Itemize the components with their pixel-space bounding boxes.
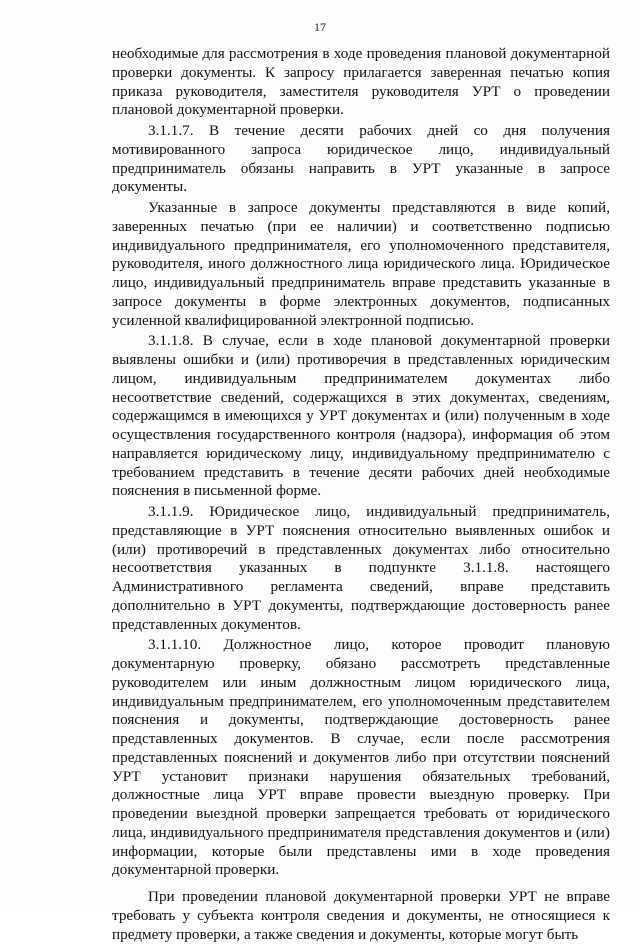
document-body xyxy=(112,45,610,946)
paragraph-3-1-1-10: 3.1.1.10. Должностное лицо, которое проводит плановую документарную проверку, обязано рассмотреть представленные руководителем или иным должностным лицом юридического лица, индивидуальным предпринимателем, его уполномоченным представителем пояснения и документы, подтверждающие достоверность ранее представленных документов. В случае, если после рассмотрения представленных пояснений и документов либо при отсутствии пояснений УРТ установит признаки нарушения обязательных требований, должностные лица УРТ вправе провести выездную проверку. При проведении выездной проверки запрещается требовать от юридического лица, индивидуального предпринимателя представления документов и (или) информации, которые были представлены ими в ходе проведения документарной проверки. xyxy=(112,636,610,879)
paragraph-3-1-1-8: 3.1.1.8. В случае, если в ходе плановой документарной проверки выявлены ошибки и (или) противоречия в представленных юридическим лицом, индивидуальным предпринимателем документах либо несоответствие сведений, содержащихся в этих документах, сведениям, содержащимся в имеющихся у УРТ документах и (или) полученным в ходе осуществления государственного контроля (надзора), информация об этом направляется юридическому лицу, индивидуальному предпринимателю с требованием представить в течение десяти рабочих дней необходимые пояснения в письменной форме. xyxy=(112,332,610,500)
paragraph-continuation: необходимые для рассмотрения в ходе проведения плановой документарной проверки документы. К запросу прилагается заверенная печатью копия приказа руководителя, заместителя руководителя УРТ о проведении плановой документарной проверки. xyxy=(112,45,610,119)
page-number: 17 xyxy=(314,20,326,34)
paragraph-3-1-1-9: 3.1.1.9. Юридическое лицо, индивидуальный предприниматель, представляющие в УРТ пояснения относительно выявленных ошибок и (или) противоречий в представленных документах либо относительно несоответствия указанных в подпункте 3.1.1.8. настоящего Административного регламента сведений, вправе представить дополнительно в УРТ документы, подтверждающие достоверность ранее представленных документов. xyxy=(112,503,610,633)
paragraph-prohibition: При проведении плановой документарной проверки УРТ не вправе требовать у субъекта контроля сведения и документы, не относящиеся к предмету проверки, а также сведения и документы, которые могут быть xyxy=(112,888,610,943)
paragraph-documents-form: Указанные в запросе документы представляются в виде копий, заверенных печатью (при ее наличии) и соответственно подписью индивидуального предпринимателя, его уполномоченного представителя, руководителя, иного должностного лица юридического лица. Юридическое лицо, индивидуальный предприниматель вправе представить указанные в запросе документы в форме электронных документов, подписанных усиленной квалифицированной электронной подписью. xyxy=(112,199,610,329)
paragraph-3-1-1-7: 3.1.1.7. В течение десяти рабочих дней со дня получения мотивированного запроса юридическое лицо, индивидуальный предприниматель обязаны направить в УРТ указанные в запросе документы. xyxy=(112,122,610,196)
